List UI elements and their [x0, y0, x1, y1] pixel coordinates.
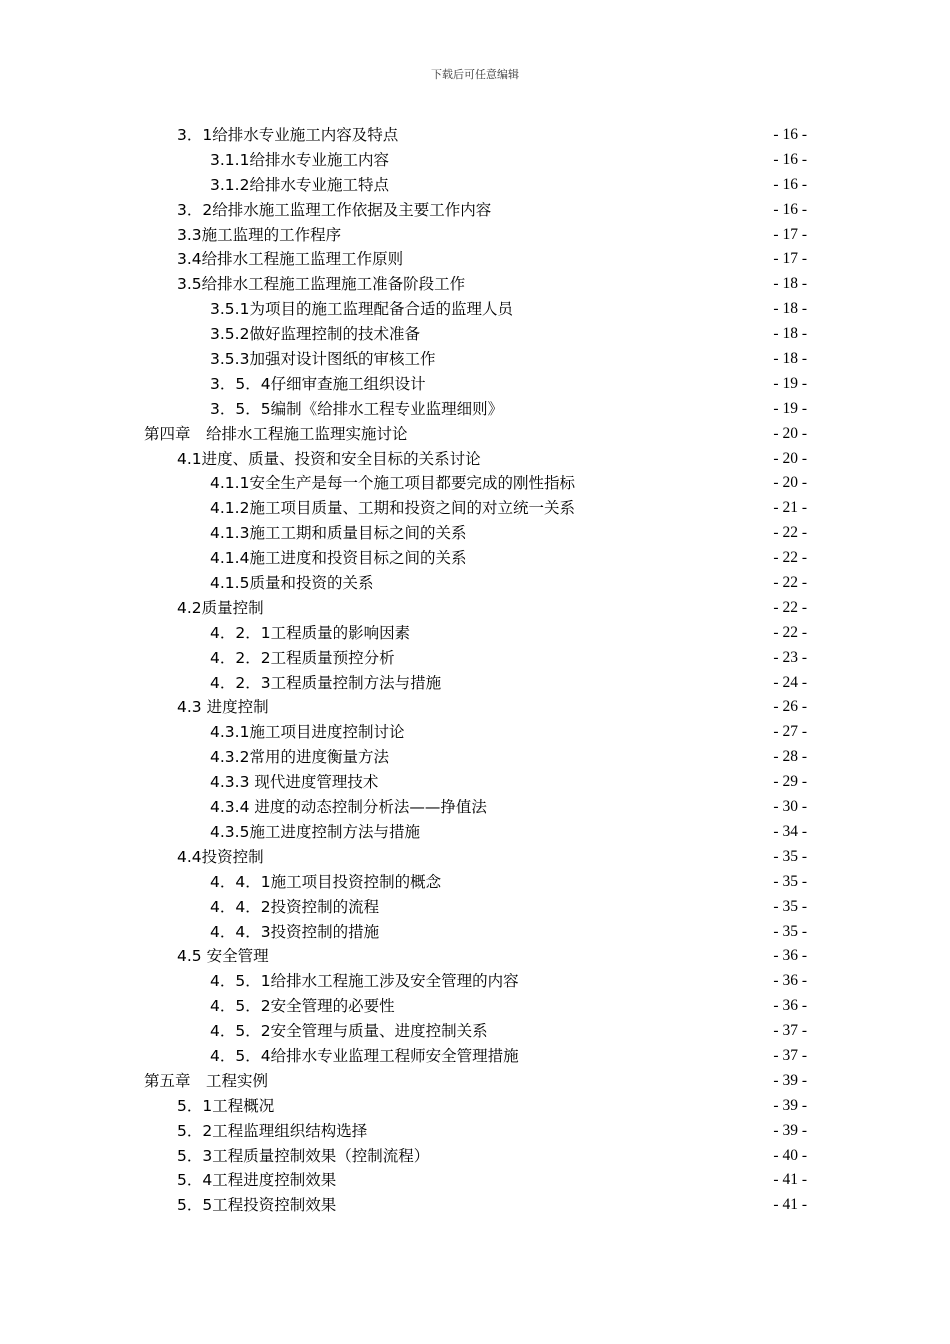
toc-entry-title: 4．5．1给排水工程施工涉及安全管理的内容 [210, 972, 519, 991]
toc-entry[interactable] [0, 447, 950, 472]
toc-entry-title: 4.4投资控制 [177, 847, 264, 866]
toc-entry[interactable] [0, 1044, 950, 1069]
toc-entry-page-number: - 17 - [773, 250, 807, 268]
toc-entry-page-number: - 35 - [773, 897, 807, 915]
toc-entry-page-number: - 39 - [773, 1121, 807, 1139]
toc-entry-page-number: - 24 - [773, 673, 807, 691]
toc-entry-page-number: - 39 - [773, 1071, 807, 1089]
toc-entry-title: 4.3.3 现代进度管理技术 [210, 773, 379, 792]
toc-entry[interactable] [0, 870, 950, 895]
toc-entry-title: 3.1.2给排水专业施工特点 [210, 175, 389, 194]
toc-entry-title: 5．1工程概况 [177, 1096, 275, 1115]
toc-entry-title: 3.3施工监理的工作程序 [177, 225, 342, 244]
toc-entry-title: 4．5．2安全管理的必要性 [210, 997, 395, 1016]
toc-entry[interactable] [0, 1144, 950, 1169]
toc-entry-title: 4.1.3施工工期和质量目标之间的关系 [210, 524, 467, 543]
table-of-contents [0, 123, 950, 1218]
toc-entry-page-number: - 35 - [773, 922, 807, 940]
toc-entry[interactable] [0, 372, 950, 397]
toc-entry[interactable] [0, 920, 950, 945]
toc-entry-page-number: - 27 - [773, 723, 807, 741]
toc-entry-title: 4.3.1施工项目进度控制讨论 [210, 723, 405, 742]
toc-entry-title: 4.1.1安全生产是每一个施工项目都要完成的刚性指标 [210, 474, 575, 493]
toc-entry[interactable] [0, 994, 950, 1019]
toc-entry-page-number: - 40 - [773, 1146, 807, 1164]
toc-entry-page-number: - 22 - [773, 598, 807, 616]
toc-entry[interactable] [0, 1119, 950, 1144]
toc-entry[interactable] [0, 223, 950, 248]
toc-entry[interactable] [0, 695, 950, 720]
toc-entry[interactable] [0, 1019, 950, 1044]
toc-entry[interactable] [0, 422, 950, 447]
toc-entry-title: 5．4工程进度控制效果 [177, 1171, 337, 1190]
toc-entry[interactable] [0, 944, 950, 969]
toc-entry[interactable] [0, 198, 950, 223]
toc-entry-page-number: - 22 - [773, 549, 807, 567]
toc-entry-title: 4.1.2施工项目质量、工期和投资之间的对立统一关系 [210, 499, 575, 518]
toc-entry-page-number: - 21 - [773, 499, 807, 517]
toc-entry-page-number: - 36 - [773, 997, 807, 1015]
toc-entry[interactable] [0, 969, 950, 994]
page-header: 下载后可任意编辑 [431, 68, 519, 81]
toc-entry-title: 4.3.2常用的进度衡量方法 [210, 748, 389, 767]
toc-entry-page-number: - 19 - [773, 374, 807, 392]
toc-entry-page-number: - 37 - [773, 1022, 807, 1040]
toc-entry-page-number: - 26 - [773, 698, 807, 716]
toc-entry[interactable] [0, 397, 950, 422]
toc-entry-title: 4.1进度、质量、投资和安全目标的关系讨论 [177, 449, 481, 468]
toc-entry-page-number: - 20 - [773, 424, 807, 442]
toc-entry-title: 4.3.4 进度的动态控制分析法——挣值法 [210, 798, 487, 817]
toc-entry[interactable] [0, 272, 950, 297]
toc-entry-title: 4.3 进度控制 [177, 698, 269, 717]
toc-entry-page-number: - 34 - [773, 822, 807, 840]
toc-entry[interactable] [0, 521, 950, 546]
toc-entry-title: 4.5 安全管理 [177, 947, 269, 966]
toc-entry[interactable] [0, 1193, 950, 1218]
toc-entry-title: 3.5.3加强对设计图纸的审核工作 [210, 350, 436, 369]
toc-entry-page-number: - 30 - [773, 798, 807, 816]
toc-entry[interactable] [0, 646, 950, 671]
toc-entry[interactable] [0, 795, 950, 820]
toc-entry-title: 3.5给排水工程施工监理施工准备阶段工作 [177, 275, 466, 294]
toc-entry-page-number: - 35 - [773, 847, 807, 865]
toc-entry[interactable] [0, 621, 950, 646]
toc-entry-title: 4．5．2安全管理与质量、进度控制关系 [210, 1022, 488, 1041]
toc-entry-page-number: - 37 - [773, 1046, 807, 1064]
toc-entry-title: 第四章 给排水工程施工监理实施讨论 [144, 424, 408, 443]
toc-entry-title: 4.3.5施工进度控制方法与措施 [210, 822, 420, 841]
toc-entry-page-number: - 18 - [773, 325, 807, 343]
toc-entry-page-number: - 39 - [773, 1096, 807, 1114]
toc-entry[interactable] [0, 1094, 950, 1119]
toc-entry[interactable] [0, 745, 950, 770]
toc-entry-title: 3．1给排水专业施工内容及特点 [177, 126, 399, 144]
toc-entry-page-number: - 36 - [773, 947, 807, 965]
toc-entry-title: 4．2．3工程质量控制方法与措施 [210, 673, 442, 692]
toc-entry[interactable] [0, 1069, 950, 1094]
toc-entry-title: 3.4给排水工程施工监理工作原则 [177, 250, 404, 269]
toc-entry-page-number: - 36 - [773, 972, 807, 990]
toc-entry[interactable] [0, 173, 950, 198]
toc-entry-title: 3．5．5编制《给排水工程专业监理细则》 [210, 399, 504, 418]
toc-entry-title: 3．5．4仔细审查施工组织设计 [210, 374, 426, 393]
toc-entry-page-number: - 19 - [773, 399, 807, 417]
toc-entry-page-number: - 22 - [773, 524, 807, 542]
toc-entry-title: 5．2工程监理组织结构选择 [177, 1121, 368, 1140]
toc-entry-title: 4.1.4施工进度和投资目标之间的关系 [210, 549, 467, 568]
toc-entry-page-number: - 29 - [773, 773, 807, 791]
toc-entry[interactable] [0, 496, 950, 521]
toc-entry-page-number: - 22 - [773, 574, 807, 592]
toc-entry[interactable] [0, 671, 950, 696]
toc-entry-page-number: - 18 - [773, 275, 807, 293]
toc-entry-title: 5．3工程质量控制效果（控制流程） [177, 1146, 430, 1165]
toc-entry[interactable] [0, 297, 950, 322]
toc-entry-page-number: - 18 - [773, 300, 807, 318]
toc-entry[interactable] [0, 596, 950, 621]
toc-entry-page-number: - 20 - [773, 449, 807, 467]
toc-entry[interactable] [0, 845, 950, 870]
toc-entry-title: 4．4．1施工项目投资控制的概念 [210, 872, 442, 891]
toc-entry-page-number: - 35 - [773, 872, 807, 890]
toc-entry-page-number: - 28 - [773, 748, 807, 766]
toc-entry-title: 4.1.5质量和投资的关系 [210, 574, 374, 593]
toc-entry[interactable] [0, 347, 950, 372]
toc-entry-page-number: - 16 - [773, 200, 807, 218]
toc-entry-page-number: - 16 - [773, 175, 807, 193]
toc-entry[interactable] [0, 895, 950, 920]
toc-entry-title: 第五章 工程实例 [144, 1071, 269, 1090]
toc-entry-page-number: - 22 - [773, 623, 807, 641]
toc-entry-title: 3.5.1为项目的施工监理配备合适的监理人员 [210, 300, 513, 319]
toc-entry-title: 3．2给排水施工监理工作依据及主要工作内容 [177, 200, 492, 219]
toc-entry-page-number: - 16 - [773, 150, 807, 168]
toc-entry-title: 4．2．2工程质量预控分析 [210, 648, 395, 667]
toc-entry-title: 5．5工程投资控制效果 [177, 1196, 337, 1215]
toc-entry-page-number: - 23 - [773, 648, 807, 666]
toc-entry-title: 4．2．1工程质量的影响因素 [210, 623, 411, 642]
toc-entry-title: 3.5.2做好监理控制的技术准备 [210, 325, 420, 344]
toc-entry[interactable] [0, 322, 950, 347]
toc-entry[interactable] [0, 1168, 950, 1193]
toc-entry[interactable] [0, 148, 950, 173]
toc-entry[interactable] [0, 247, 950, 272]
toc-entry-page-number: - 20 - [773, 474, 807, 492]
toc-entry-page-number: - 41 - [773, 1171, 807, 1189]
toc-entry-title: 3.1.1给排水专业施工内容 [210, 150, 389, 169]
toc-entry[interactable] [0, 571, 950, 596]
toc-entry[interactable] [0, 720, 950, 745]
toc-entry[interactable] [0, 546, 950, 571]
toc-entry[interactable] [0, 123, 950, 148]
toc-entry-page-number: - 16 - [773, 126, 807, 143]
toc-entry-page-number: - 17 - [773, 225, 807, 243]
toc-entry-title: 4．4．2投资控制的流程 [210, 897, 380, 916]
toc-entry[interactable] [0, 770, 950, 795]
toc-entry-page-number: - 18 - [773, 350, 807, 368]
toc-entry[interactable] [0, 820, 950, 845]
toc-entry[interactable] [0, 471, 950, 496]
toc-entry-page-number: - 41 - [773, 1196, 807, 1214]
toc-entry-title: 4．4．3投资控制的措施 [210, 922, 380, 941]
toc-entry-title: 4.2质量控制 [177, 598, 264, 617]
toc-entry-title: 4．5．4给排水专业监理工程师安全管理措施 [210, 1046, 519, 1065]
